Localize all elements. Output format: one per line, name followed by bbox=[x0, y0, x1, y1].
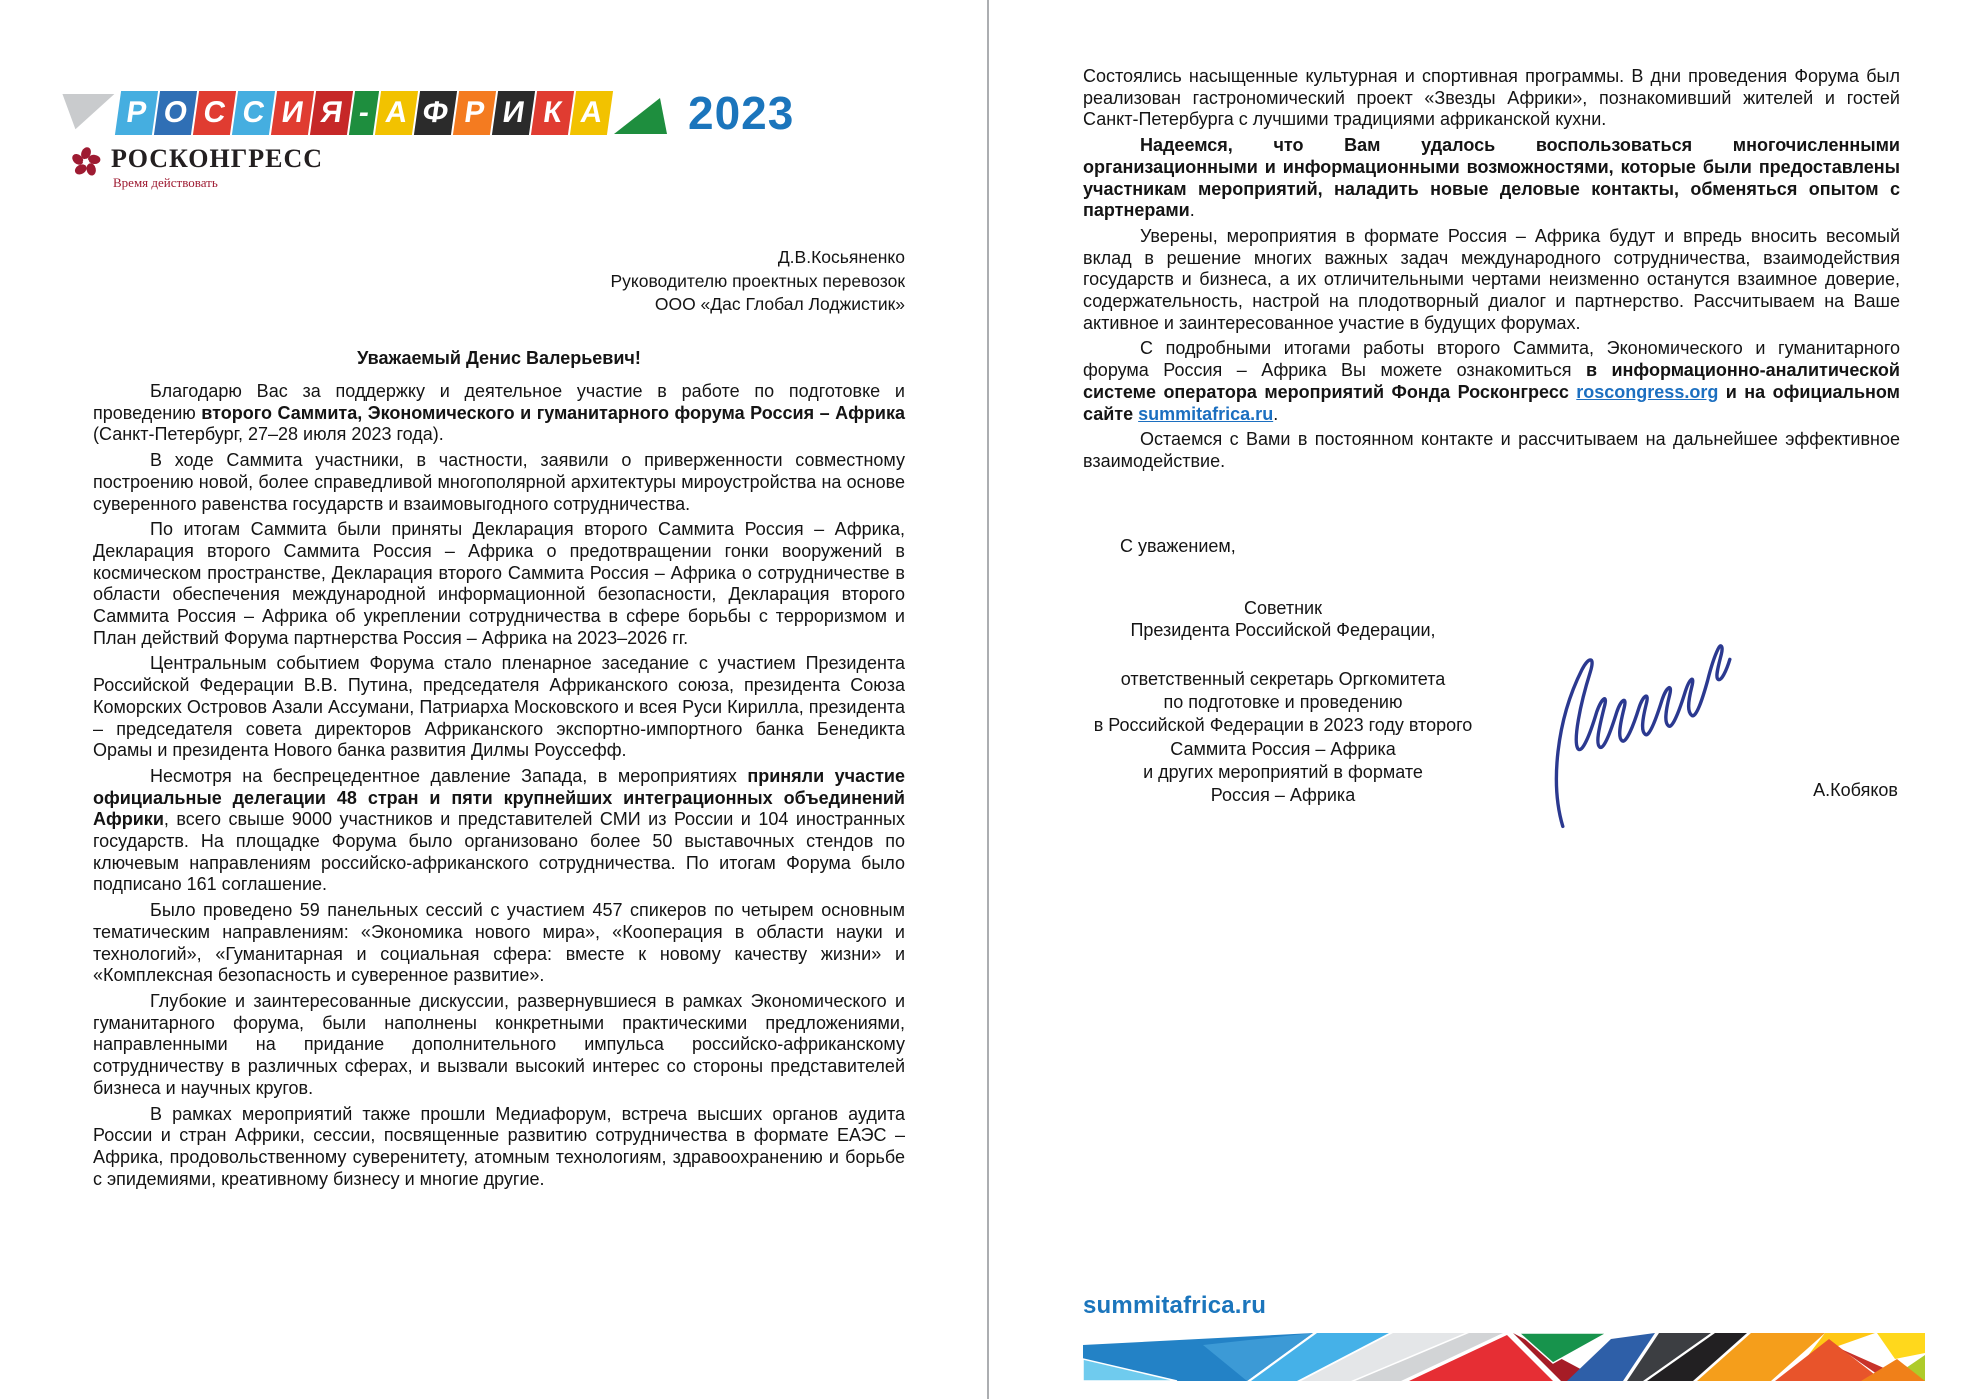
closing-line: С уважением, bbox=[1120, 536, 1236, 556]
text-segment: Глубокие и заинтересованные дискуссии, развернувшиеся в рамках Экономического и гуманитарного форума, были наполнены конкретными практическими предложениями, направленными на придание дополнительного импульса российско-африканскому сотрудничеству в различных сферах, и вызвали высокий интерес со стороны представителей бизнеса и научных кругов. bbox=[93, 990, 905, 1098]
signer-title-line: в Российской Федерации в 2023 году второго bbox=[1093, 715, 1473, 736]
roscongress-name: РОСКОНГРЕСС bbox=[111, 144, 324, 173]
footer-website-link[interactable]: summitafrica.ru bbox=[1083, 1292, 1267, 1319]
roscongress-logo bbox=[70, 146, 323, 191]
paragraph bbox=[1083, 135, 1900, 222]
paragraph bbox=[93, 900, 905, 987]
letter-body-left bbox=[93, 381, 905, 1194]
salutation: Уважаемый Денис Валерьевич! bbox=[357, 348, 641, 368]
link-summitafrica[interactable]: summitafrica.ru bbox=[1138, 403, 1274, 424]
logo-letter-tile: Р bbox=[453, 91, 496, 135]
text-segment: в информационно-аналитической системе оператора мероприятий Фонда Росконгресс bbox=[1083, 360, 1900, 402]
text-segment: Было проведено 59 панельных сессий с участием 457 спикеров по четырем основным тематическим направлениям: «Экономика нового мира», «Кооперация в области науки и технологий», «Гуманитарная и социальная сфера: вместе к новому качеству жизни» и «Комплексная безопасность и суверенное развитие». bbox=[93, 900, 905, 986]
text-segment: приняли участие официальные делегации 48 стран и пяти крупнейших интеграционных объединений Африки bbox=[93, 765, 905, 830]
logo-letter-tile: К bbox=[531, 91, 574, 135]
logo-letter-tile: И bbox=[492, 91, 535, 135]
roscongress-tagline: Время действовать bbox=[113, 175, 218, 190]
roscongress-pinwheel-icon bbox=[70, 146, 102, 178]
paragraph bbox=[93, 381, 905, 446]
text-segment: . bbox=[1273, 403, 1279, 424]
link-roscongress[interactable]: roscongress.org bbox=[1576, 381, 1719, 402]
signer-title-line: Россия – Африка bbox=[1210, 785, 1356, 806]
text-segment: По итогам Саммита были приняты Декларация второго Саммита Россия – Африка, Декларация второго Саммита Россия – Африка о предотвращении гонки вооружений в космическом пространстве, Декларация второго Саммита Россия – Африка о сотрудничестве в области обеспечения международной информационной безопасности, Декларация второго Саммита Россия – Африка об укреплении сотрудничества в сфере борьбы с терроризмом и План действий Форума партнерства Россия – Африка на 2023–2026 гг. bbox=[93, 519, 905, 648]
paragraph bbox=[93, 991, 905, 1100]
paragraph bbox=[93, 653, 905, 762]
logo-letter-tile: Я bbox=[310, 91, 353, 135]
logo-year: 2023 bbox=[688, 87, 795, 139]
logo-letter-tile: А bbox=[570, 91, 613, 135]
recipient-line: Д.В.Косьяненко bbox=[777, 247, 905, 267]
russia-africa-logo bbox=[60, 88, 794, 138]
signer-name: А.Кобяков bbox=[1813, 780, 1898, 800]
recipient-block bbox=[610, 246, 905, 317]
text-segment: В рамках мероприятий также прошли Медиафорум, встреча высших органов аудита России и стран Африки, сессии, посвященные развитию сотрудничества в формате ЕАЭС – Африка, продовольственному суверенитету, атомным технологиям, здравоохранению и борьбе с эпидемиями, креативному бизнесу и многие другие. bbox=[93, 1103, 905, 1189]
signer-title-block-1 bbox=[1083, 597, 1483, 641]
text-segment: Несмотря на беспрецедентное давление Запада, в мероприятиях bbox=[150, 765, 748, 786]
logo-letter-tile: С bbox=[193, 91, 236, 135]
text-segment: Надеемся, что Вам удалось воспользоваться многочисленными организационными и информационными возможностями, которые были предоставлены участникам мероприятий, наладить новые деловые контакты, обменяться опытом с партнерами bbox=[1083, 135, 1900, 221]
text-segment: Центральным событием Форума стало пленарное заседание с участием Президента Российской Федерации В.В. Путина, председателя Африканского союза, президента Союза Коморских Островов Азали Ассумани, Патриарха Московского и всея Руси Кирилла, президента – председателя совета директоров Африканского экспортно-импортного банка Бенедикта Орамы и президента Нового банка развития Дилмы Роуссефф. bbox=[93, 653, 905, 761]
paragraph bbox=[93, 766, 905, 896]
text-segment: , всего свыше 9000 участников и представителей СМИ из России и 104 иностранных государств. На площадке Форума было организовано более 50 выставочных стендов по ключевым направлениям российско-африканского сотрудничества. По итогам Форума было подписано 161 соглашение. bbox=[93, 809, 905, 895]
roscongress-text bbox=[111, 146, 323, 191]
signer-title-line: ответственный секретарь Оргкомитета bbox=[1120, 669, 1446, 689]
logo-letter-tiles bbox=[118, 90, 612, 136]
text-segment: Благодарю Вас за поддержку и деятельное участие в работе по подготовке и проведению bbox=[93, 381, 905, 423]
signer-title-line: Советник bbox=[1244, 598, 1322, 618]
text-segment: Состоялись насыщенные культурная и спортивная программы. В дни проведения Форума был реализован гастрономический проект «Звезды Африки», познакомивший жителей и гостей Санкт-Петербурга с лучшими традициями африканской кухни. bbox=[1083, 66, 1900, 130]
text-segment: второго Саммита, Экономического и гуманитарного форума Россия – Африка bbox=[201, 402, 905, 423]
logo-lead-triangle-icon bbox=[60, 90, 118, 136]
handwritten-signature bbox=[1548, 636, 1733, 836]
paragraph bbox=[1083, 66, 1900, 131]
logo-letter-tile: - bbox=[349, 91, 379, 135]
page-2 bbox=[988, 0, 1980, 1399]
signer-title-line: по подготовке и проведению bbox=[1163, 692, 1403, 713]
text-segment: С подробными итогами работы второго Саммита, Экономического и гуманитарного форума Россия – Африка Вы можете ознакомиться bbox=[1083, 338, 1900, 381]
logo-letter-tile: А bbox=[375, 91, 418, 135]
logo-letter-tile: И bbox=[271, 91, 314, 135]
paragraph bbox=[1083, 226, 1900, 335]
signer-title-line: Президента Российской Федерации, bbox=[1130, 620, 1436, 640]
recipient-line: Руководителю проектных перевозок bbox=[610, 270, 905, 291]
paragraph bbox=[1083, 338, 1900, 425]
text-segment: Уверены, мероприятия в формате Россия – Африка будут и впредь вносить весомый вклад в решение многих важных задач международного сотрудничества, взаимодействия государств и бизнеса, а их отличительными чертами неизменно останутся взаимное доверие, содержательность, настрой на плодотворный диалог и партнерство. Рассчитываем на Ваше активное и заинтересованное участие в будущих форумах. bbox=[1083, 225, 1900, 333]
signer-title-block-2 bbox=[1048, 668, 1518, 807]
paragraph bbox=[93, 1104, 905, 1191]
signer-title-line: Саммита Россия – Африка bbox=[1170, 738, 1396, 759]
letter-body-right bbox=[1083, 66, 1900, 477]
text-segment: В ходе Саммита участники, в частности, заявили о приверженности совместному построению новой, более справедливой многополярной архитектуры мироустройства на основе суверенного равенства государств и взаимовыгодного сотрудничества. bbox=[93, 450, 905, 514]
text-segment: . bbox=[1189, 200, 1195, 221]
logo-letter-tile: С bbox=[232, 91, 275, 135]
text-segment: и на официальном сайте bbox=[1083, 381, 1900, 424]
footer-mosaic-stripe bbox=[1083, 1333, 1925, 1381]
logo-trail-triangle-icon bbox=[612, 90, 668, 136]
paragraph bbox=[93, 519, 905, 649]
paragraph bbox=[93, 450, 905, 515]
page-1 bbox=[0, 0, 988, 1399]
logo-letter-tile: Ф bbox=[414, 91, 457, 135]
logo-letter-tile: О bbox=[154, 91, 197, 135]
logo-letter-tile: Р bbox=[115, 91, 158, 135]
text-segment: Остаемся с Вами в постоянном контакте и рассчитываем на дальнейшее эффективное взаимодействие. bbox=[1083, 429, 1900, 471]
recipient-line: ООО «Дас Глобал Лоджистик» bbox=[654, 294, 905, 314]
text-segment: (Санкт-Петербург, 27–28 июля 2023 года). bbox=[93, 424, 444, 445]
signer-title-line: и других мероприятий в формате bbox=[1143, 761, 1423, 782]
paragraph bbox=[1083, 429, 1900, 472]
